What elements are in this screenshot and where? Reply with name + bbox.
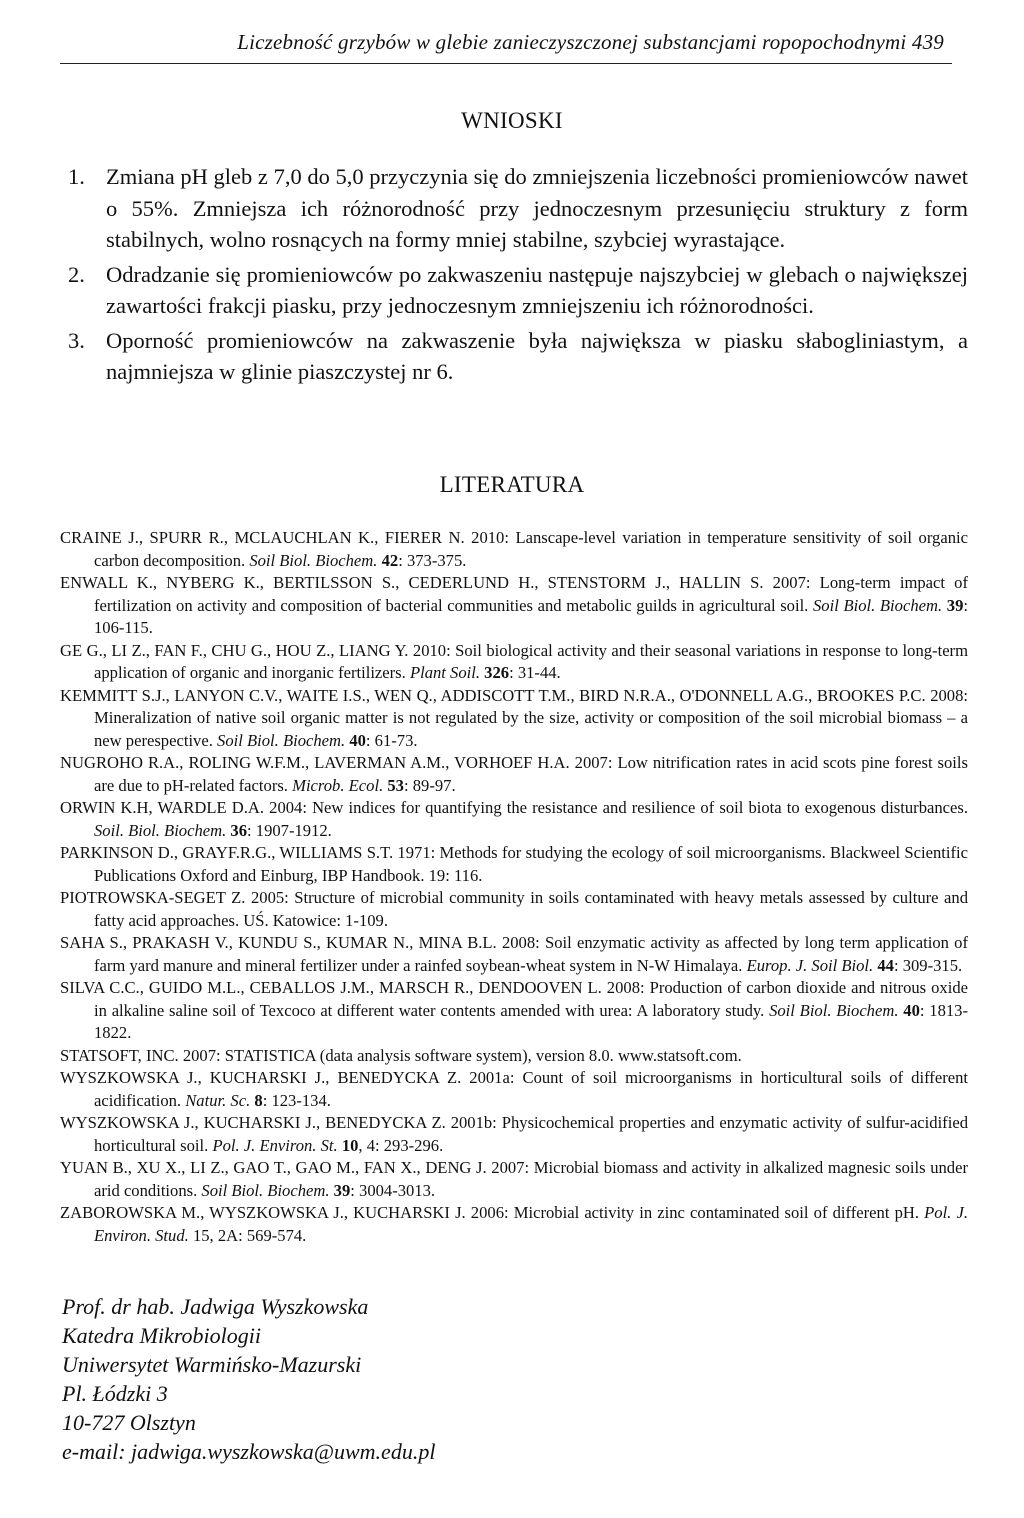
reference-item: [60, 1045, 968, 1068]
reference-journal: Plant Soil.: [409, 663, 481, 682]
conclusions-heading: WNIOSKI: [461, 108, 563, 133]
reference-journal: Soil Biol. Biochem.: [201, 1180, 330, 1200]
reference-pages: , 4: 293-296.: [358, 1135, 444, 1155]
reference-volume: 326: [484, 663, 510, 682]
reference-item: [60, 932, 968, 977]
running-header: Liczebność grzybów w glebie zanieczyszczonej substancjami ropopochodnymi 439: [237, 30, 944, 54]
reference-journal: Soil Biol. Biochem.: [813, 595, 943, 615]
author-name: Prof. dr hab. Jadwiga Wyszkowska: [62, 1294, 369, 1319]
reference-volume: 39: [946, 595, 964, 615]
reference-item: [60, 527, 968, 572]
conclusion-text: Odradzanie się promieniowców po zakwaszeniu następuje najszybciej w glebach o największej zawartości frakcji piasku, przy jednoczesnym zmniejszeniu ich różnorodności.: [106, 261, 968, 318]
reference-journal: Soil Biol. Biochem.: [249, 550, 378, 570]
reference-body: NUGROHO R.A., ROLING W.F.M., LAVERMAN A.M., VORHOEF H.A. 2007: Low nitrification rates in acid scots pine forest soils are due to pH-related factors.: [60, 753, 968, 795]
reference-volume: 36: [230, 820, 248, 840]
reference-body: ORWIN K.H, WARDLE D.A. 2004: New indices for quantifying the resistance and resilience of soil biota to exogenous disturbances.: [60, 798, 968, 817]
reference-body: PIOTROWSKA-SEGET Z. 2005: Structure of microbial community in soils contaminated with heavy metals assessed by culture and fatty acid approaches. UŚ. Katowice: 1-109.: [60, 888, 968, 930]
reference-pages: 15, 2A: 569-574.: [188, 1225, 307, 1245]
reference-item: [60, 640, 968, 685]
reference-pages: : 106-115.: [94, 595, 968, 637]
reference-pages: : 309-315.: [893, 955, 963, 975]
reference-body: WYSZKOWSKA J., KUCHARSKI J., BENEDYCKA Z. 2001a: Count of soil microorganisms in horticultural soils of different acidification.: [60, 1068, 968, 1110]
reference-pages: : 3004-3013.: [350, 1180, 436, 1200]
reference-item: [60, 887, 968, 932]
reference-pages: : 1907-1912.: [247, 820, 332, 840]
author-address: [62, 1292, 435, 1466]
reference-item: [60, 572, 968, 640]
reference-body: SAHA S., PRAKASH V., KUNDU S., KUMAR N., MINA B.L. 2008: Soil enzymatic activity as affected by long term application of farm yard manure and mineral fertilizer under a rainfed soybean-wheat system in N-W Himalaya.: [60, 933, 968, 975]
reference-journal: Soil Biol. Biochem.: [217, 730, 346, 750]
reference-item: [60, 1202, 968, 1247]
reference-journal: Pol. J. Environ. St.: [212, 1135, 338, 1155]
reference-item: [60, 1112, 968, 1157]
author-street: Pl. Łódzki 3: [62, 1381, 168, 1406]
conclusion-item: [68, 161, 968, 256]
reference-body: ENWALL K., NYBERG K., BERTILSSON S., CEDERLUND H., STENSTORM J., HALLIN S. 2007: Long-term impact of fertilization on activity and composition of bacterial communities and metabolic guilds in agricultural soil.: [60, 573, 968, 615]
reference-item: [60, 977, 968, 1045]
reference-body: WYSZKOWSKA J., KUCHARSKI J., BENEDYCKA Z. 2001b: Physicochemical properties and enzymatic activity of sulfur-acidified horticultural soil.: [60, 1113, 968, 1155]
reference-volume: 53: [387, 775, 404, 795]
reference-pages: : 61-73.: [365, 730, 418, 750]
reference-volume: 42: [381, 550, 399, 570]
reference-body: PARKINSON D., GRAYF.R.G., WILLIAMS S.T. 1971: Methods for studying the ecology of soil microorganisms. Blackweel Scientific Publications Oxford and Einburg, IBP Handbook. 19: 116.: [60, 843, 968, 885]
reference-journal: Natur. Sc.: [185, 1090, 251, 1110]
header-rule: [60, 63, 952, 64]
reference-body: SILVA C.C., GUIDO M.L., CEBALLOS J.M., MARSCH R., DENDOOVEN L. 2008: Production of carbon dioxide and nitrous oxide in alkaline saline soil of Texcoco at different water contents amended with urea: A laboratory study.: [60, 978, 968, 1020]
conclusion-text: Oporność promieniowców na zakwaszenie była największa w piasku słabogliniastym, a najmniejsza w glinie piaszczystej nr 6.: [106, 327, 968, 384]
reference-body: YUAN B., XU X., LI Z., GAO T., GAO M., FAN X., DENG J. 2007: Microbial biomass and activity in alkalized magnesic soils under arid conditions.: [60, 1158, 968, 1200]
reference-item: [60, 752, 968, 797]
reference-pages: : 31-44.: [509, 663, 561, 682]
reference-body: STATSOFT, INC. 2007: STATISTICA (data analysis software system), version 8.0. www.statsoft.com.: [60, 1045, 742, 1065]
conclusion-number: 1.: [68, 164, 85, 189]
reference-volume: 39: [333, 1180, 351, 1200]
reference-item: [60, 842, 968, 887]
reference-pages: : 373-375.: [398, 550, 467, 570]
reference-item: [60, 1157, 968, 1202]
reference-body: CRAINE J., SPURR R., MCLAUCHLAN K., FIERER N. 2010: Lanscape-level variation in temperature sensitivity of soil organic carbon decomposition.: [60, 528, 968, 570]
reference-pages: : 1813-1822.: [94, 1000, 968, 1042]
reference-pages: : 89-97.: [403, 775, 456, 795]
reference-volume: 8: [254, 1090, 263, 1110]
reference-volume: 40: [349, 730, 366, 750]
author-department: Katedra Mikrobiologii: [62, 1323, 262, 1348]
author-university: Uniwersytet Warmińsko-Mazurski: [62, 1352, 362, 1377]
reference-volume: 40: [903, 1000, 920, 1020]
conclusion-item: [68, 259, 968, 322]
reference-journal: Soil. Biol. Biochem.: [94, 820, 227, 840]
reference-list: [60, 527, 968, 1247]
reference-body: KEMMITT S.J., LANYON C.V., WAITE I.S., WEN Q., ADDISCOTT T.M., BIRD N.R.A., O'DONNELL A.G., BROOKES P.C. 2008: Mineralization of native soil organic matter is not regulated by the size, activity or composition of the soil microbial biomass – a new perespective.: [60, 685, 968, 750]
reference-item: [60, 797, 968, 842]
conclusions-list: [68, 161, 968, 391]
conclusion-number: 2.: [68, 261, 85, 287]
literature-heading: LITERATURA: [439, 472, 585, 497]
reference-volume: 44: [877, 955, 894, 975]
reference-journal: Pol. J. Environ. Stud.: [94, 1203, 968, 1245]
author-email: e-mail: jadwiga.wyszkowska@uwm.edu.pl: [62, 1439, 436, 1464]
conclusion-item: [68, 325, 968, 388]
reference-item: [60, 1067, 968, 1112]
reference-body: ZABOROWSKA M., WYSZKOWSKA J., KUCHARSKI J. 2006: Microbial activity in zinc contaminated soil of different pH.: [60, 1203, 919, 1222]
conclusion-text: Zmiana pH gleb z 7,0 do 5,0 przyczynia się do zmniejszenia liczebności promieniowców nawet o 55%. Zmniejsza ich różnorodność przy jednoczesnym przesunięciu struktury z form stabilnych, wolno rosnących na formy mniej stabilne, szybciej wyrastające.: [106, 164, 968, 252]
reference-volume: 10: [341, 1135, 359, 1155]
reference-body: GE G., LI Z., FAN F., CHU G., HOU Z., LIANG Y. 2010: Soil biological activity and their seasonal variations in response to long-term application of organic and inorganic fertilizers.: [60, 640, 968, 682]
reference-item: [60, 685, 968, 753]
reference-pages: : 123-134.: [262, 1090, 331, 1110]
reference-journal: Europ. J. Soil Biol.: [746, 955, 874, 975]
author-city: 10-727 Olsztyn: [62, 1410, 196, 1435]
reference-journal: Microb. Ecol.: [292, 775, 384, 795]
reference-journal: Soil Biol. Biochem.: [769, 1000, 899, 1020]
conclusion-number: 3.: [68, 327, 85, 353]
